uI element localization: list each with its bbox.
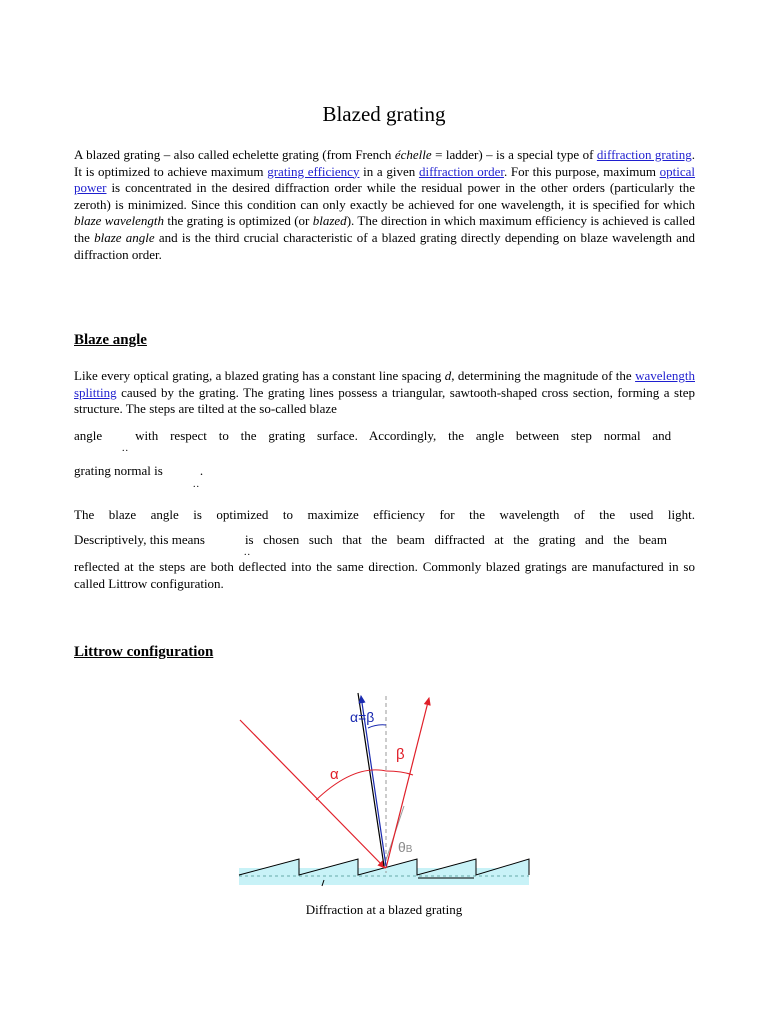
incident-beam [240,720,385,868]
optical-power-link[interactable]: optical power [74,163,696,196]
intro-text: the grating is optimized (or [164,213,313,229]
paragraph-text: Like every optical grating, a blazed grating has a constant line spacing [74,368,445,383]
intro-text: . It is optimized to achieve maximum [74,147,696,179]
line-text: is chosen such that the beam diffracted at the grating and the beam [244,532,667,547]
diffracted-beam [386,698,429,868]
line-text: with respect to the grating surface. Accordingly, the angle between step normal and [135,428,672,443]
intro-emphasis: échelle [394,147,432,162]
alpha-label: α [330,766,339,783]
line-text: . [199,463,204,478]
intro-text: = ladder) – is a special type of [431,147,597,162]
theta-label [398,839,413,855]
line-text: Descriptively, this means [74,532,205,547]
intro-text: . For this purpose, maximum [503,163,660,179]
blaze-para2-line2 [74,532,695,548]
intro-emphasis: blaze angle [94,229,155,245]
intro-text: and is the third crucial characteristic of a blazed grating directly depending on blaze wavelength and diffraction order. [74,229,695,262]
missing-formula-glyph: .. [122,443,129,454]
diffraction-grating-link[interactable]: diffraction grating [596,147,692,162]
intro-text: A blazed grating – also called echelette grating (from French [74,147,395,162]
alpha-beta-label: α=β [350,709,375,725]
theta-symbol: θ [398,839,406,855]
paragraph-emphasis: d [444,368,452,383]
littrow-heading: Littrow configuration [74,644,214,660]
wavelength-splitting-link[interactable]: wavelength splitting [74,368,695,400]
theta-subscript: B [405,844,413,855]
paragraph-text: caused by the grating. The grating lines possess a triangular, sawtooth-shaped cross section, forming a step structure. The steps are tilted at the so-called blaze [74,384,695,417]
blazed-grating-diagram [236,688,532,888]
alpha-beta-arc [368,725,386,728]
blaze-para2-rest: reflected at the steps are both deflected into the same direction. Commonly blazed gratings are manufactured in so called Littrow configuration. [74,559,695,591]
beta-label: β [396,746,405,763]
intro-paragraph [74,147,695,263]
grating-normal-line [74,463,695,479]
blaze-para2-line1 [74,507,695,523]
grating-efficiency-link[interactable]: grating efficiency [267,163,360,179]
missing-formula-glyph: .. [244,547,251,558]
blaze-angle-heading: Blaze angle [74,332,147,348]
intro-text: in a given [359,163,419,179]
line-text: grating normal is [74,463,163,478]
diffraction-order-link[interactable]: diffraction order [418,163,504,179]
line-text: angle [74,428,103,443]
intro-text: ). The direction in which maximum efficiency is achieved is called the [74,213,695,245]
paragraph-text: , determining the magnitude of the [451,368,636,383]
beta-arc [386,771,413,775]
page-title: Blazed grating [322,102,446,126]
blaze-angle-paragraph [74,368,695,418]
missing-formula-glyph: .. [193,479,200,490]
intro-emphasis: blazed [312,213,347,229]
figure-caption: Diffraction at a blazed grating [305,902,463,917]
intro-emphasis: blaze wavelength [74,213,165,229]
intro-text: is concentrated in the desired diffraction order while the residual power in the other orders (particularly the zeroth) is minimized. Since this condition can only exactly be achieved for one wavelength, it is specified for which [74,180,695,212]
line-text: The blaze angle is optimized to maximize efficiency for the wavelength of the used light. [74,507,695,522]
blaze-angle-line [74,428,695,444]
